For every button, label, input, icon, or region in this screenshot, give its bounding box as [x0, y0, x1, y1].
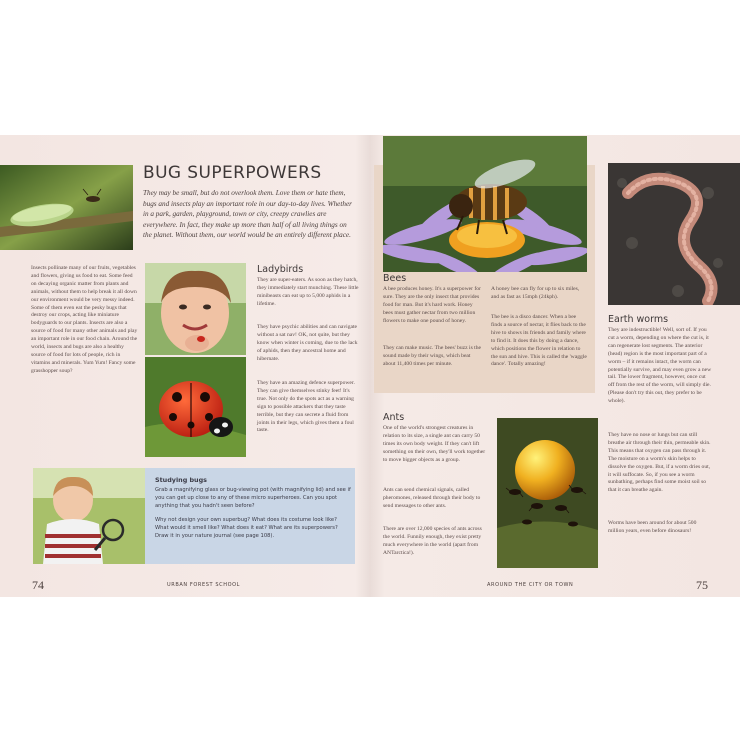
footer-left: URBAN FOREST SCHOOL — [167, 582, 241, 588]
ants-paragraph-3: There are over 12,000 species of ants across the world. Funnily enough, they exist pretty much everywhere in the world (apart from ANTarctica!). — [383, 526, 482, 556]
bees-paragraph-2: They can make music. The bees' buzz is the sound made by their wings, which beat about 11,400 times per minute. — [383, 345, 481, 367]
earthworms-paragraph-1: They are indestructible! Well, sort of. If you cut a worm, depending on where the cut is, it can regenerate lost segments. The anterior (head) region is the most important part of a worm – if it remains intact, the worm can potentially survive, and may even grow a new tail. The lower fragment, however, once cut off from the rest of the worm, will simply die. (Please don't try this out, they prefer to be whole). — [608, 327, 712, 405]
bees-paragraph-1: A bee produces honey. It's a superpower for sure. They are the only insect that provides food for man. But it's hard work. Honey bees must gather nectar from two million flowers to make one pound of honey. — [383, 286, 481, 324]
page-title: BUG SUPERPOWERS — [143, 163, 322, 183]
ladybirds-heading: Ladybirds — [257, 264, 304, 275]
ants-paragraph-1: One of the world's strongest creatures in relation to its size, a single ant can carry 50 times its own body weight. If they can't lift something on their own, they'll work together to move bigger objects as a group. — [383, 425, 486, 463]
caterpillar-photo — [0, 165, 133, 250]
page-number-right: 75 — [696, 578, 708, 592]
ladybirds-paragraph-3: They have an amazing defence superpower. They can give themselves stinky feet! It's true. Not only do the spots act as a warning sign to possible attackers that they taste terrible, but they can secrete a fluid from joints in their legs, which gives them a foul taste. — [257, 380, 355, 434]
earthworm-photo — [608, 163, 740, 305]
ants-heading: Ants — [383, 412, 405, 423]
ants-berry-photo — [497, 418, 598, 568]
bees-heading: Bees — [383, 273, 407, 284]
page-number-left: 74 — [32, 578, 44, 592]
intro-paragraph: They may be small, but do not overlook them. Love them or hate them, bugs and insects play an important role in our day-to-day lives. Whether in a park, garden, playground, town or city, creepy crawlies are everywhere. In fact, they make up more than half of all living things on the planet. Without them, our world would be an entirely different place. — [143, 189, 352, 240]
earthworms-paragraph-2: They have no nose or lungs but can still breathe air through their thin, permeable skin. This means that oxygen can pass through it. The moisture on a worm's skin helps to dissolve the oxygen. But, if a worm dries out, it will suffocate. So, if you see a worm sunbathing, perhaps find some moist soil so that it can breathe again. — [608, 432, 711, 494]
ladybird-photo — [145, 357, 246, 457]
ladybirds-paragraph-1: They are super-eaters. As soon as they hatch, they immediately start munching. These little minibeasts can eat up to 5,000 aphids in a lifetime. — [257, 277, 359, 307]
bees-paragraph-4: The bee is a disco dancer. When a bee finds a source of nectar, it flies back to the hive to shows its friends and family where to find it. It does this by doing a dance, which positions the flower in relation to the sun and hive. This is called the 'waggle dance'. Totally amazing! — [491, 314, 587, 368]
footer-right: AROUND THE CITY OR TOWN — [487, 582, 574, 588]
body-paragraph: Insects pollinate many of our fruits, vegetables and flowers, giving us food to eat. Some feed on decaying organic matter from plants and animals, without them to help break it all down our environment would be very messy indeed. Some of them even eat the pesky bugs that destroy our crops, acting like miniature bodyguards to our plants. Insects are also a source of food for many other animals and play an important role in our food chain. Around the world, insects and bugs are also a healthy source of food for lots of people, rich in vitamins and minerals. Yum Yum! Fancy some grasshopper soup? — [31, 265, 138, 374]
girl-ladybird-photo — [145, 263, 246, 355]
studying-bugs-paragraph-2: Why not design your own superbug? What does its costume look like? What would it smell like? What does it eat? What are its superpowers? Draw it in your nature journal (see page 108). — [155, 517, 338, 539]
bees-paragraph-3: A honey bee can fly for up to six miles, and as fast as 15mph (24kph). — [491, 286, 580, 300]
ants-paragraph-2: Ants can send chemical signals, called pheromones, released through their body to send messages to other ants. — [383, 487, 481, 509]
studying-bugs-paragraph-1: Grab a magnifying glass or bug-viewing pot (with magnifying lid) and see if you can get up close to any of these micro superheroes. Can you spot anything that you hadn't seen before? — [155, 487, 351, 509]
earthworms-heading: Earth worms — [608, 314, 669, 325]
boy-magnifier-photo — [33, 468, 145, 564]
studying-bugs-heading: Studying bugs — [155, 476, 207, 484]
bee-flower-photo — [383, 136, 587, 272]
earthworms-paragraph-3: Worms have been around for about 500 million years, even before dinosaurs! — [608, 520, 697, 534]
ladybirds-paragraph-2: They have psychic abilities and can navigate without a sat nav! OK, not quite, but they know when winter is coming, due to the lack of aphids, then they ancestral home and hibernate. — [257, 324, 358, 362]
